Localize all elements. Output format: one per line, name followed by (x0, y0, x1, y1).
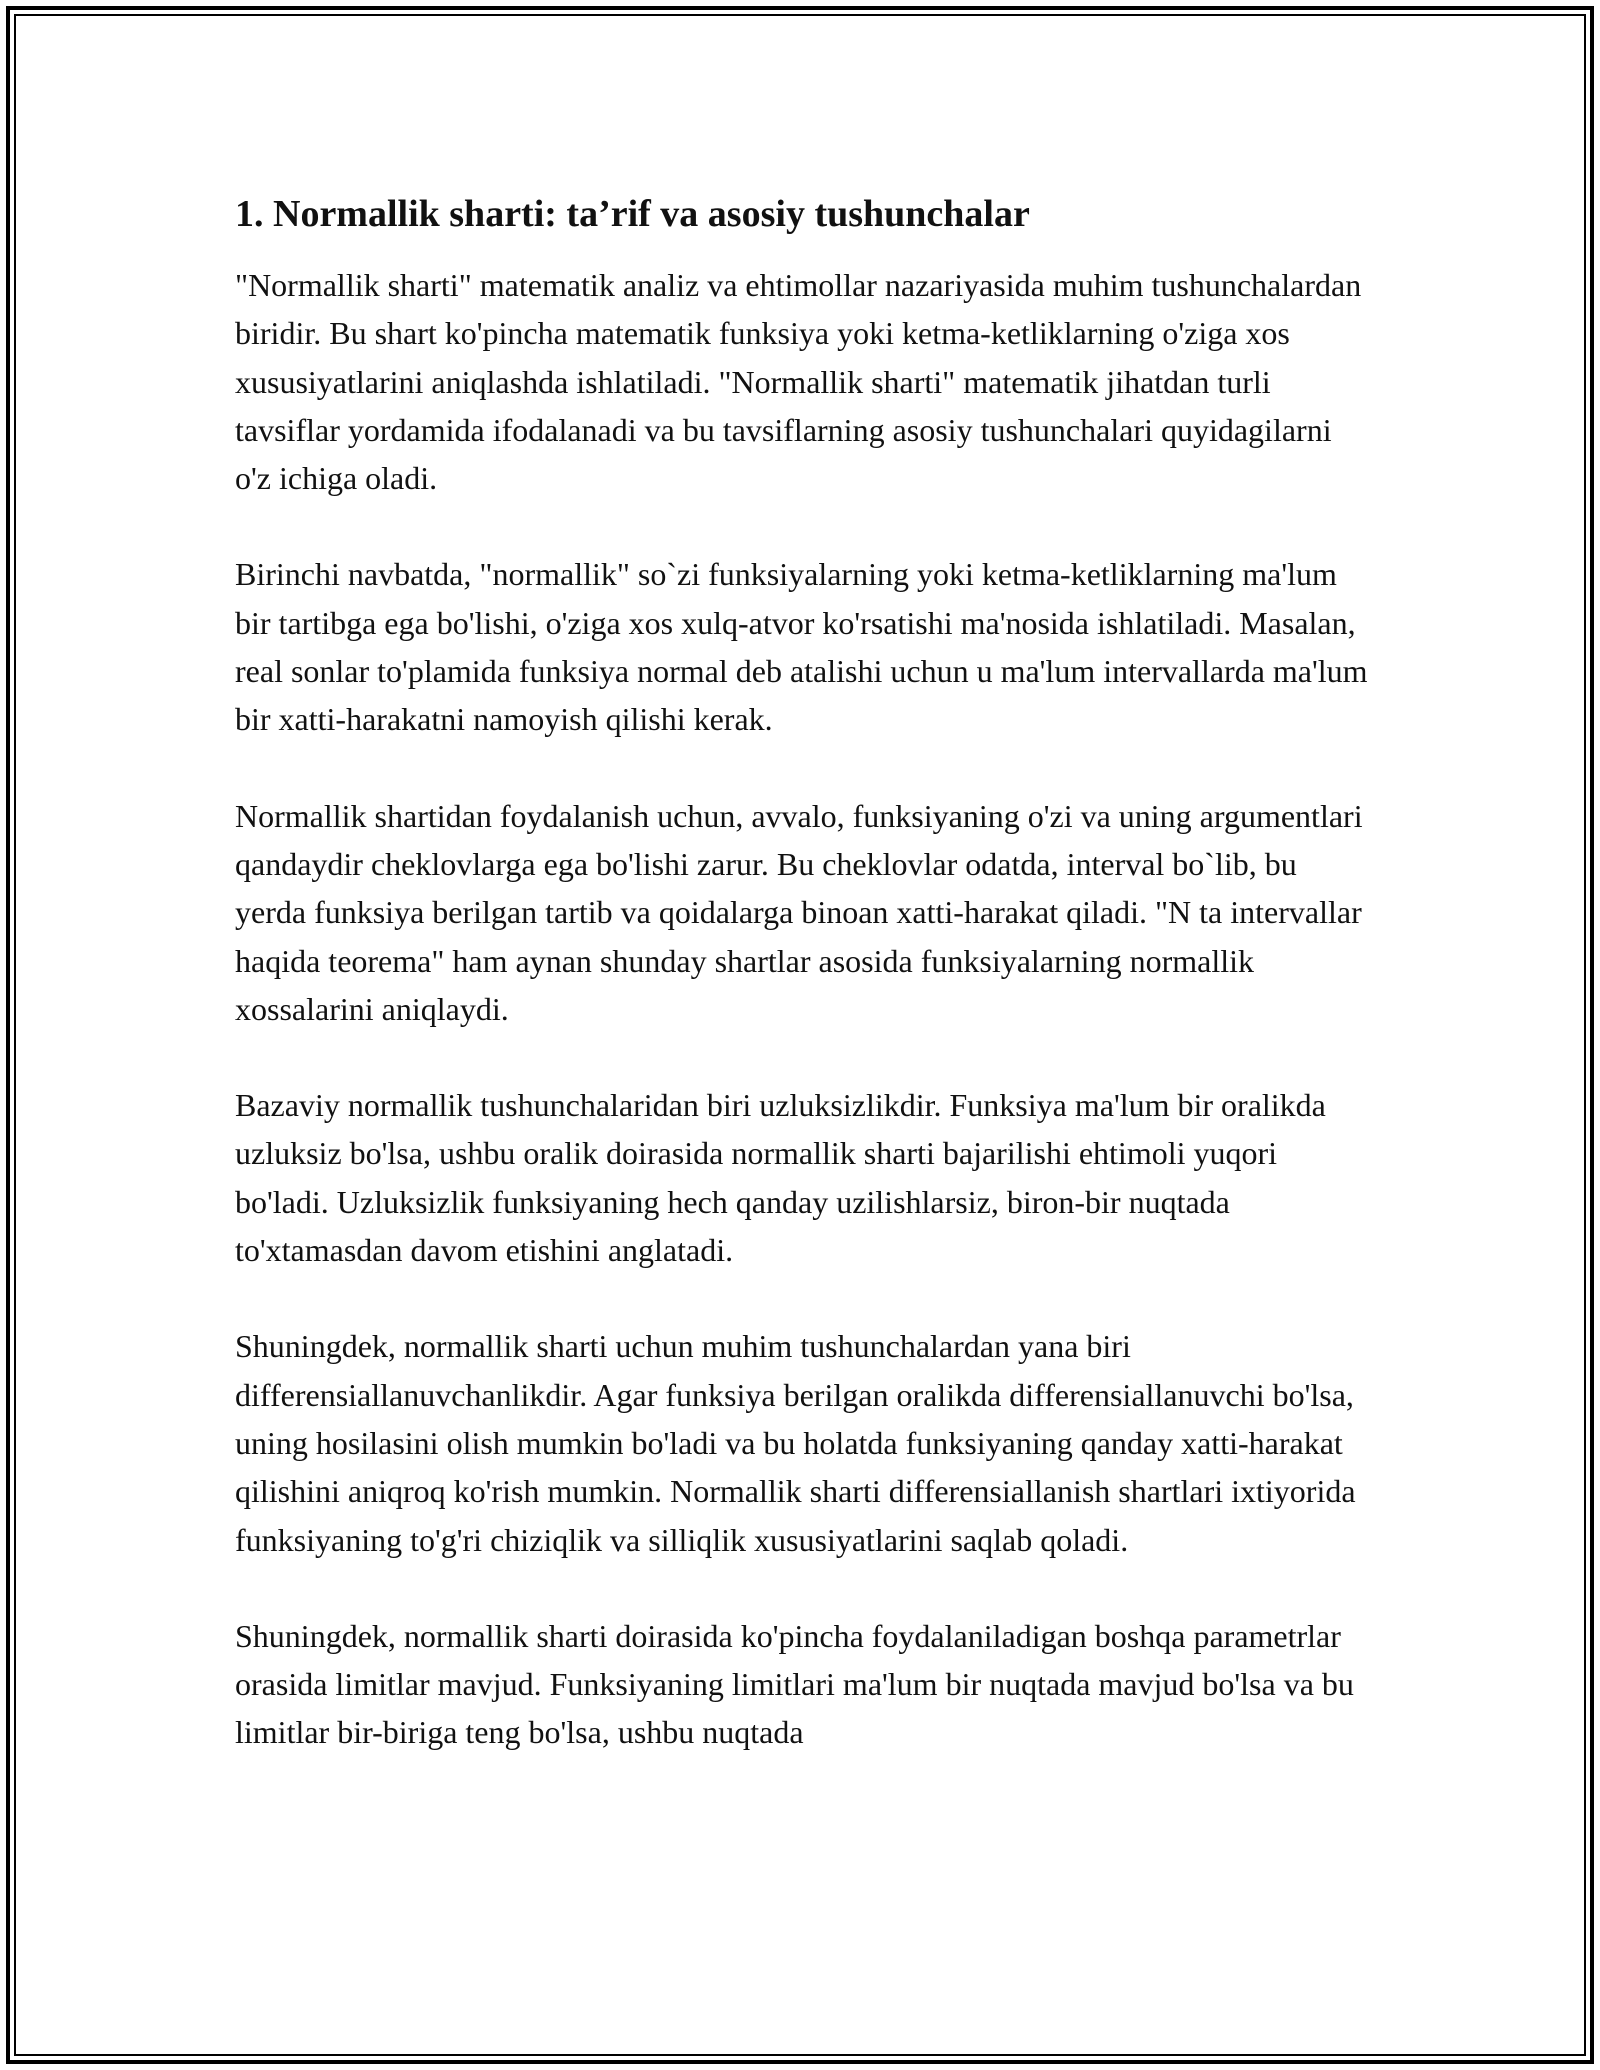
paragraph-4: Bazaviy normallik tushunchalaridan biri uzluksizlikdir. Funksiya ma'lum bir oralikda uzluksiz bo'lsa, ushbu oralik doirasida normallik sharti bajarilishi ehtimoli yuqori bo'ladi. Uzluksizlik funksiyaning hech qanday uzilishlarsiz, biron-bir nuqtada to'xtamasdan davom etishini anglatadi. (235, 1087, 1326, 1269)
paragraph-3: Normallik shartidan foydalanish uchun, avvalo, funksiyaning o'zi va uning argumentlari qandaydir cheklovlarga ega bo'lishi zarur. Bu cheklovlar odatda, interval bo`lib, bu yerda funksiya berilgan tartib va qoidalarga binoan xatti-harakat qiladi. "N ta intervallar haqida teorema" ham aynan shunday shartlar asosida funksiyalarning normallik xossalarini aniqlaydi. (235, 797, 1363, 1027)
paragraph-2: Birinchi navbatda, "normallik" so`zi funksiyalarning yoki ketma-ketliklarning ma'lum bir tartibga ega bo'lishi, o'ziga xos xulq-atvor ko'rsatishi ma'nosida ishlatiladi. Masalan, real sonlar to'plamida funksiya normal deb atalishi uchun u ma'lum intervallarda ma'lum bir xatti-harakatni namoyish qilishi kerak. (235, 556, 1368, 738)
section-heading: 1. Normallik sharti: ta’rif va asosiy tushunchalar (235, 193, 1030, 235)
paragraph-6: Shuningdek, normallik sharti doirasida ko'pincha foydalaniladigan boshqa parametrlar orasida limitlar mavjud. Funksiyaning limitlari ma'lum bir nuqtada mavjud bo'lsa va bu limitlar bir-biriga teng bo'lsa, ushbu nuqtada (235, 1617, 1354, 1751)
document-body (235, 186, 1375, 1757)
paragraph-5: Shuningdek, normallik sharti uchun muhim tushunchalardan yana biri differensiallanuvchanlikdir. Agar funksiya berilgan oralikda differensiallanuvchi bo'lsa, uning hosilasini olish mumkin bo'ladi va bu holatda funksiyaning qanday xatti-harakat qilishini aniqroq ko'rish mumkin. Normallik sharti differensiallanish shartlari ixtiyorida funksiyaning to'g'ri chiziqlik va silliqlik xususiyatlarini saqlab qoladi. (235, 1328, 1356, 1558)
paragraph-1: "Normallik sharti" matematik analiz va ehtimollar nazariyasida muhim tushunchalardan biridir. Bu shart ko'pincha matematik funksiya yoki ketma-ketliklarning o'ziga xos xususiyatlarini aniqlashda ishlatiladi. "Normallik sharti" matematik jihatdan turli tavsiflar yordamida ifodalanadi va bu tavsiflarning asosiy tushunchalari quyidagilarni o'z ichiga oladi. (235, 267, 1362, 497)
